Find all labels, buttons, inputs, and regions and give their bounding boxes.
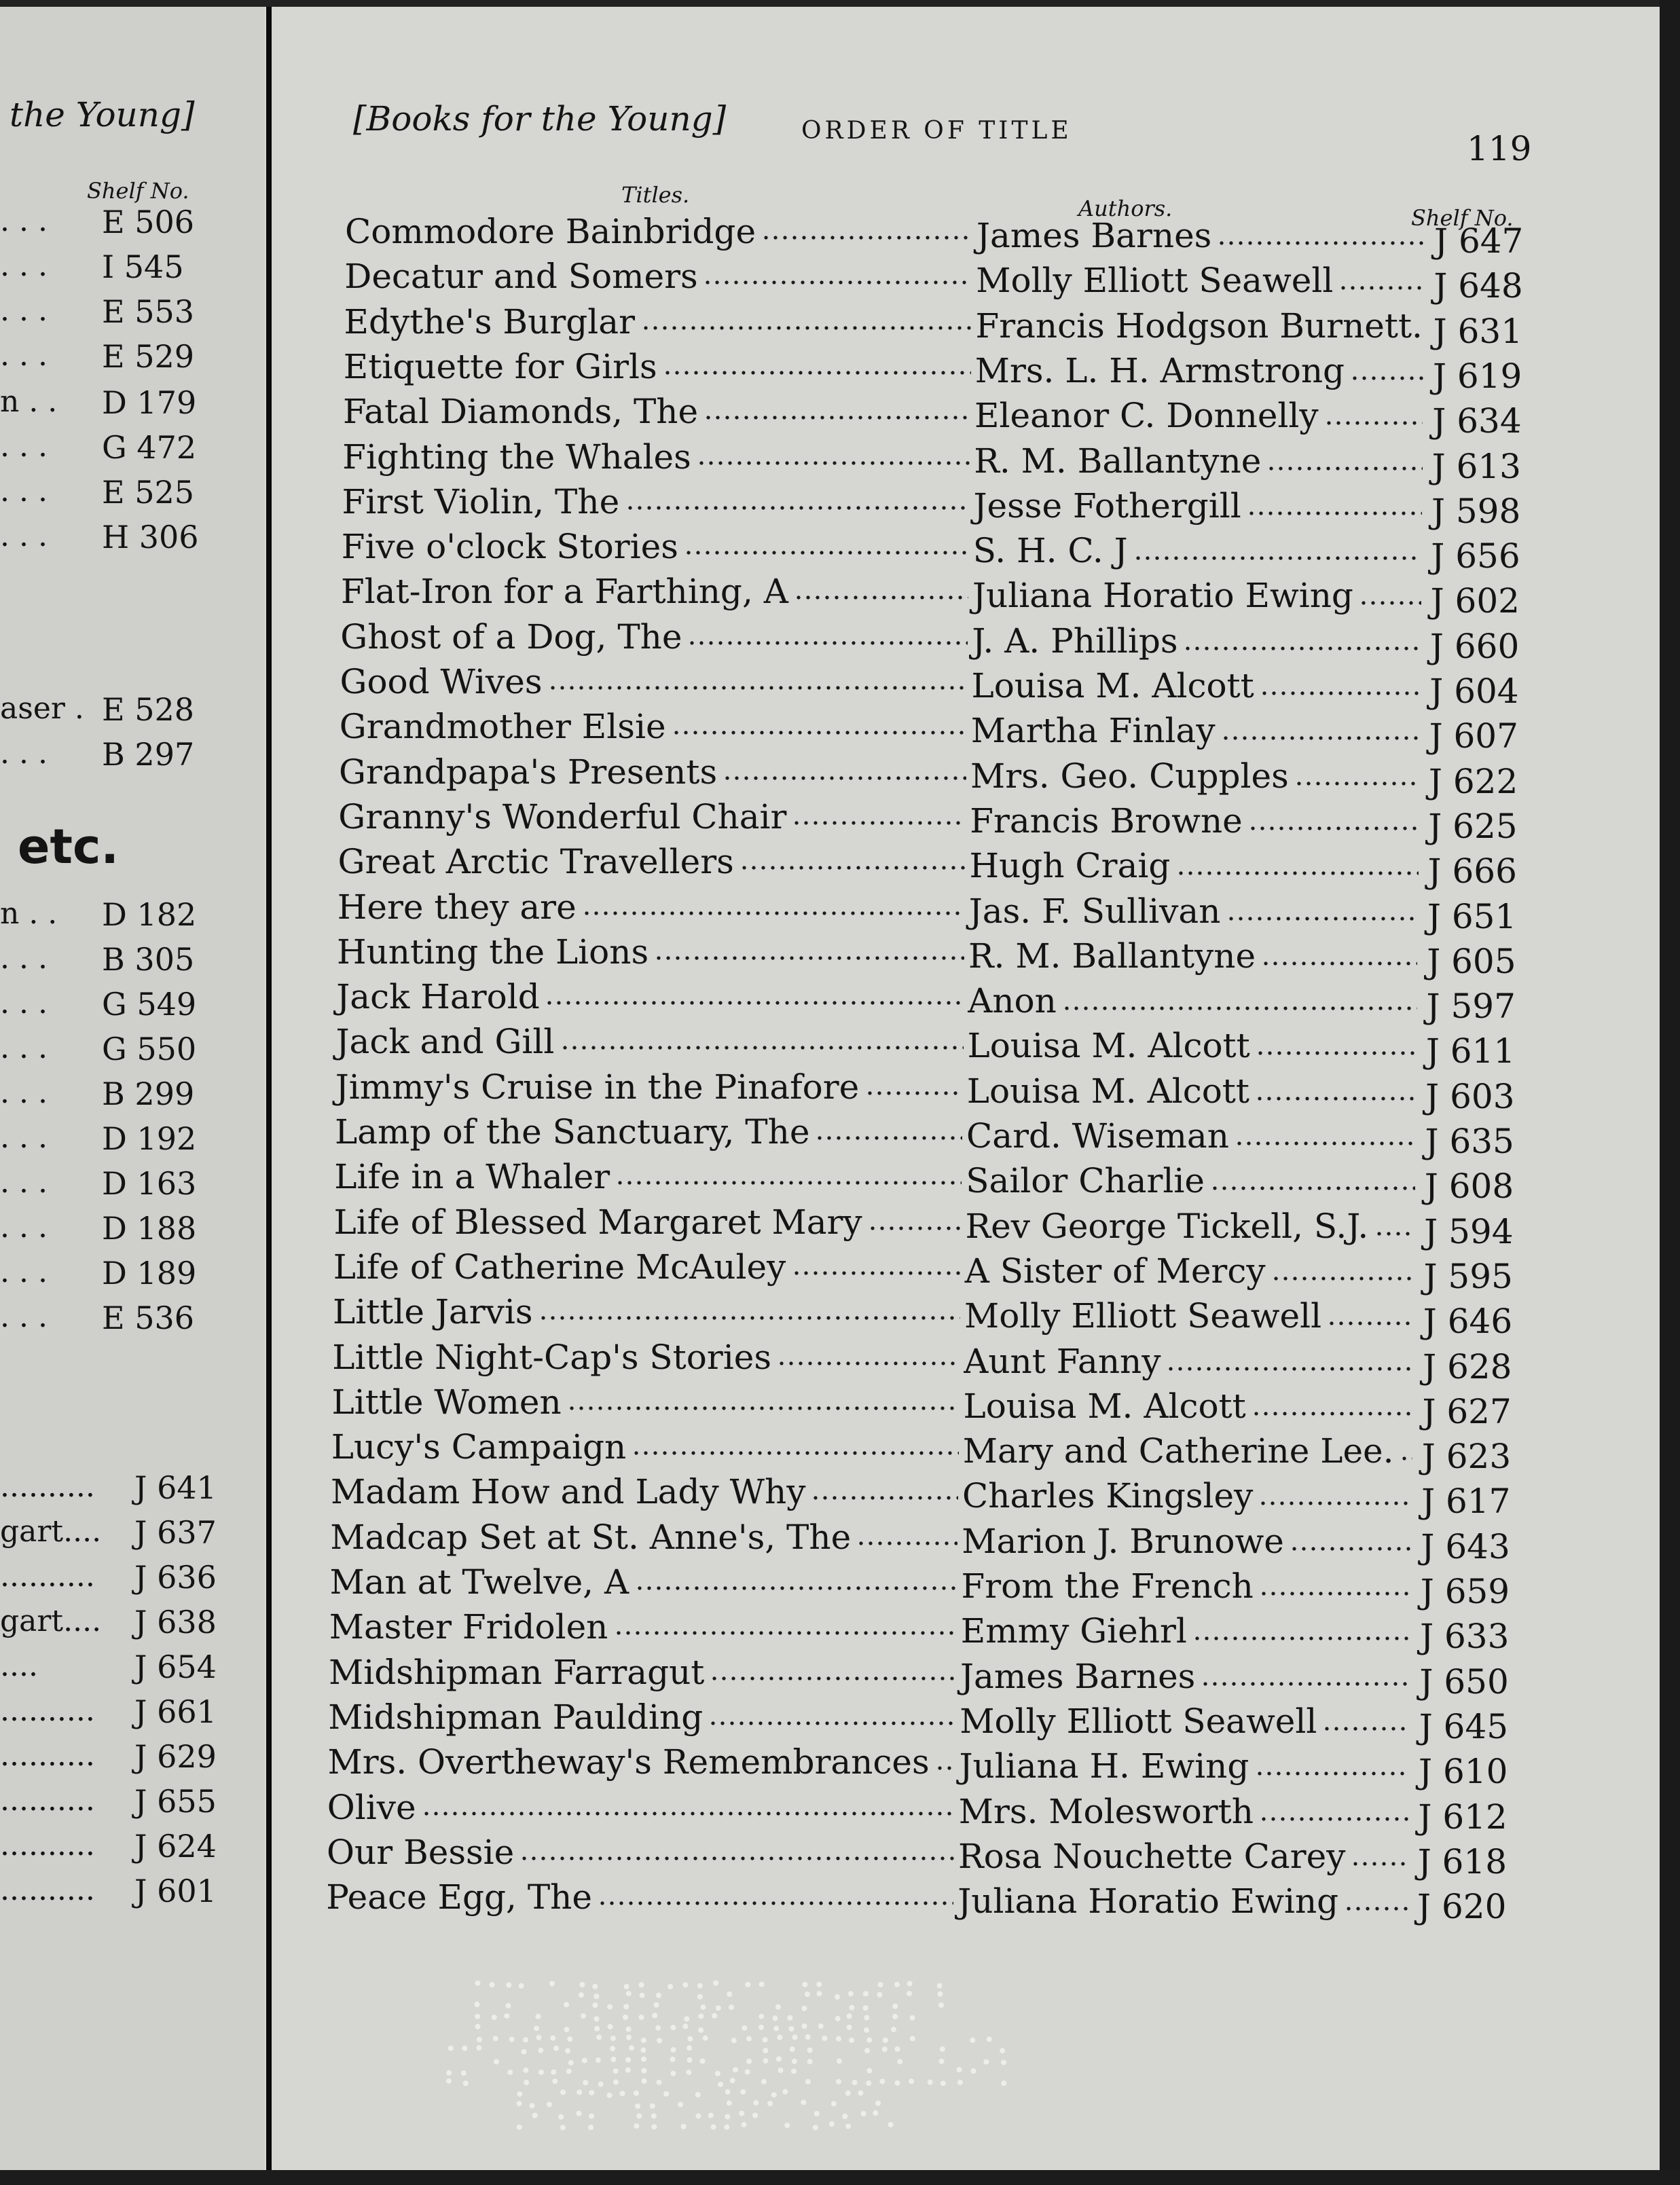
book-author: Hugh Craig — [969, 846, 1171, 886]
catalog-entry — [0, 301, 1680, 351]
catalog-entry — [0, 392, 1680, 441]
book-title: Granny's Wonderful Chair — [338, 796, 787, 837]
shelf-number: J 620 — [1417, 1887, 1507, 1927]
shelf-column-header: Shelf No. — [1411, 205, 1514, 231]
dot-leader — [868, 1223, 962, 1234]
dot-leader — [1266, 463, 1423, 474]
dot-leader — [865, 1088, 963, 1099]
dot-leader — [1247, 508, 1422, 519]
shelf-number: J 595 — [1423, 1256, 1513, 1296]
shelf-number: J 660 — [1429, 626, 1520, 666]
book-title: Little Jarvis — [333, 1292, 533, 1332]
left-row-leader: .......... — [0, 1828, 95, 1862]
dot-leader — [1338, 282, 1424, 293]
dot-leader — [792, 1268, 961, 1279]
left-row-leader: n . . — [0, 384, 58, 419]
book-author: Mrs. Molesworth — [958, 1791, 1254, 1831]
book-title: Edythe's Burglar — [344, 301, 635, 342]
right-running-head: [Books for the Young] — [353, 99, 727, 139]
catalog-entry — [0, 1427, 1680, 1477]
shelf-number: J 611 — [1425, 1031, 1516, 1071]
book-title: Madcap Set at St. Anne's, The — [330, 1517, 852, 1557]
book-title: Little Night-Cap's Stories — [332, 1337, 772, 1377]
left-row-leader: .......... — [0, 1693, 95, 1728]
left-shelf-number: J 661 — [134, 1693, 217, 1730]
book-title: Lamp of the Sanctuary, The — [335, 1112, 810, 1152]
left-shelf-number: D 188 — [102, 1210, 197, 1247]
left-row-leader: . . . — [0, 249, 48, 283]
catalog-entry — [0, 1697, 1680, 1746]
dot-leader — [1258, 1498, 1412, 1509]
shelf-number: J 607 — [1429, 716, 1518, 756]
dot-leader — [792, 818, 966, 828]
dot-leader — [704, 412, 970, 423]
book-author: Mrs. Geo. Cupples — [970, 756, 1289, 796]
dot-leader — [684, 547, 969, 558]
shelf-number: J 666 — [1427, 851, 1517, 892]
dot-leader — [761, 232, 972, 243]
catalog-entry — [0, 932, 1680, 981]
left-row-leader: .... — [0, 1649, 38, 1683]
dot-leader — [1255, 1768, 1409, 1779]
left-shelf-number: J 654 — [134, 1649, 217, 1685]
book-title: Master Fridolen — [329, 1607, 608, 1647]
dot-leader — [1259, 1588, 1411, 1599]
book-author: James Barnes — [960, 1656, 1196, 1696]
book-author: Juliana H. Ewing — [959, 1746, 1249, 1786]
scan-edge-bottom — [0, 2170, 1680, 2185]
left-shelf-number: E 506 — [102, 204, 195, 240]
book-author: James Barnes — [976, 216, 1212, 255]
dot-leader — [1235, 1138, 1416, 1149]
left-shelf-number: E 528 — [102, 691, 195, 728]
catalog-entry — [0, 1067, 1680, 1116]
book-author: Jas. F. Sullivan — [968, 891, 1221, 931]
shelf-number: J 608 — [1424, 1167, 1514, 1207]
catalog-entry — [0, 1742, 1680, 1792]
book-author: Louisa M. Alcott — [963, 1386, 1246, 1426]
catalog-entry — [0, 481, 1680, 531]
dot-leader — [560, 1042, 964, 1053]
catalog-entry — [0, 1517, 1680, 1566]
book-author: S. H. C. J — [972, 531, 1128, 571]
catalog-entry — [0, 527, 1680, 576]
book-title: Jimmy's Cruise in the Pinafore — [335, 1067, 860, 1107]
book-author: Juliana Horatio Ewing — [957, 1881, 1339, 1922]
catalog-entry — [0, 752, 1680, 801]
dot-leader — [1327, 1318, 1414, 1329]
dot-leader — [1324, 418, 1423, 428]
catalog-entry — [0, 1247, 1680, 1296]
shelf-number: J 603 — [1425, 1076, 1515, 1116]
left-shelf-number: J 624 — [134, 1828, 217, 1865]
book-author: Emmy Giehrl — [960, 1611, 1187, 1651]
dot-leader — [1400, 1453, 1412, 1464]
dot-leader — [672, 727, 967, 738]
shelf-number: J 646 — [1423, 1302, 1513, 1342]
shelf-number: J 647 — [1434, 221, 1524, 261]
left-shelf-number: G 472 — [102, 429, 197, 466]
left-shelf-number: H 306 — [102, 519, 199, 555]
dot-leader — [422, 1808, 955, 1819]
left-row-leader: .......... — [0, 1783, 95, 1818]
catalog-entry — [0, 437, 1680, 486]
left-section-heading: etc. — [18, 819, 120, 875]
book-author: Sailor Charlie — [966, 1161, 1205, 1201]
left-row-leader: . . . — [0, 1120, 48, 1155]
book-title: Fatal Diamonds, The — [343, 392, 699, 432]
book-author: Jesse Fothergill — [973, 485, 1241, 526]
book-title: Etiquette for Girls — [343, 346, 657, 386]
book-title: Flat-Iron for a Farthing, A — [341, 572, 788, 612]
book-title: Ghost of a Dog, The — [340, 617, 682, 657]
authors-column-header: Authors. — [1078, 196, 1173, 221]
book-title: Decatur and Somers — [344, 257, 698, 297]
left-shelf-number: E 536 — [102, 1300, 195, 1336]
left-shelf-number: J 655 — [134, 1783, 217, 1820]
section-title: ORDER OF TITLE — [801, 117, 1072, 145]
left-shelf-number: G 550 — [102, 1031, 197, 1067]
dot-leader — [1255, 1093, 1416, 1104]
dot-leader — [1271, 1273, 1414, 1284]
dot-leader — [663, 367, 971, 378]
left-shelf-number: J 638 — [134, 1604, 217, 1640]
book-author: J. A. Phillips — [972, 621, 1178, 661]
shelf-number: J 643 — [1421, 1526, 1510, 1566]
left-shelf-number: B 299 — [102, 1076, 195, 1112]
book-title: Lucy's Campaign — [331, 1427, 627, 1467]
shelf-number: J 631 — [1433, 311, 1523, 351]
left-shelf-number: J 637 — [134, 1514, 217, 1551]
dot-leader — [1322, 1723, 1410, 1734]
book-title: Grandmother Elsie — [339, 707, 666, 747]
book-title: Life of Blessed Margaret Mary — [333, 1202, 862, 1242]
dot-leader — [739, 862, 966, 873]
dot-leader — [1374, 1228, 1414, 1239]
dot-leader — [1259, 1814, 1408, 1824]
book-author: Martha Finlay — [970, 711, 1216, 751]
left-shelf-number: D 182 — [102, 896, 197, 933]
left-shelf-number: B 305 — [102, 941, 195, 978]
left-shelf-number: D 189 — [102, 1255, 197, 1291]
left-row-leader: .......... — [0, 1873, 95, 1907]
book-author: Anon — [968, 981, 1057, 1021]
left-shelf-number: I 545 — [102, 249, 184, 285]
shelf-number: J 622 — [1428, 761, 1518, 801]
scan-edge-top — [0, 0, 1680, 7]
book-title: Life in a Whaler — [334, 1157, 610, 1197]
book-author: Molly Elliott Seawell — [964, 1296, 1322, 1336]
dot-leader — [1133, 553, 1421, 564]
shelf-number: J 598 — [1431, 491, 1521, 531]
dot-leader — [697, 458, 970, 469]
book-author: Molly Elliott Seawell — [976, 261, 1334, 301]
catalog-entry — [0, 842, 1680, 892]
shelf-number: J 619 — [1432, 356, 1522, 396]
book-title: Man at Twelve, A — [329, 1562, 629, 1602]
left-row-leader: . . . — [0, 941, 48, 976]
left-row-leader: . . . — [0, 1031, 48, 1065]
dot-leader — [1201, 1678, 1410, 1689]
shelf-number: J 604 — [1429, 672, 1519, 711]
left-shelf-number: D 163 — [102, 1165, 197, 1202]
dot-leader — [519, 1853, 954, 1864]
dot-leader — [1294, 778, 1419, 789]
shelf-number: J 623 — [1421, 1437, 1512, 1477]
dot-leader — [1248, 823, 1419, 834]
page-number: 119 — [1467, 129, 1532, 168]
shelf-number: J 628 — [1423, 1346, 1512, 1387]
book-author: Rosa Nouchette Carey — [958, 1836, 1346, 1876]
shelf-number: J 594 — [1424, 1211, 1514, 1251]
dot-leader — [632, 1448, 959, 1458]
left-row-leader: . . . — [0, 1165, 48, 1200]
left-row-leader: gart.... — [0, 1514, 102, 1549]
book-title: Hunting the Lions — [337, 932, 649, 972]
dot-leader — [1359, 598, 1421, 608]
dot-leader — [1290, 1543, 1411, 1554]
left-shelf-number: J 601 — [134, 1873, 217, 1909]
dot-leader — [625, 502, 970, 513]
dot-leader — [545, 997, 964, 1008]
dot-leader — [548, 682, 968, 693]
book-title: First Violin, The — [342, 481, 620, 521]
left-shelf-number: D 179 — [102, 384, 197, 421]
left-row-leader: gart.... — [0, 1604, 102, 1638]
shelf-number: J 597 — [1426, 987, 1516, 1027]
book-title: Good Wives — [340, 662, 543, 701]
shelf-number: J 627 — [1422, 1391, 1512, 1431]
dot-leader — [614, 1628, 957, 1638]
dot-leader — [582, 908, 965, 919]
left-shelf-number: J 641 — [134, 1469, 217, 1506]
left-row-leader: . . . — [0, 474, 48, 509]
dot-leader — [935, 1763, 955, 1774]
shelf-number: J 602 — [1430, 581, 1520, 621]
book-author: Marion J. Brunowe — [962, 1521, 1284, 1561]
shelf-number: J 659 — [1420, 1572, 1510, 1611]
shelf-number: J 625 — [1428, 806, 1518, 846]
perforated-library-stamp — [435, 1956, 1046, 2159]
catalog-entry — [0, 1652, 1680, 1702]
book-title: Mrs. Overtheway's Remembrances — [327, 1742, 930, 1782]
catalog-entry — [0, 1157, 1680, 1207]
shelf-number: J 633 — [1420, 1617, 1510, 1657]
dot-leader — [1344, 1903, 1408, 1914]
dot-leader — [1260, 688, 1420, 699]
left-row-leader: . . . — [0, 429, 48, 464]
left-row-leader: .......... — [0, 1469, 95, 1504]
left-row-leader: . . . — [0, 338, 48, 373]
catalog-entry — [0, 1607, 1680, 1657]
dot-leader — [811, 1492, 958, 1503]
dot-leader — [654, 953, 964, 963]
left-row-leader: .......... — [0, 1738, 95, 1773]
book-title: Midshipman Farragut — [329, 1652, 705, 1692]
left-row-leader: . . . — [0, 1210, 48, 1245]
dot-leader — [1183, 643, 1421, 654]
book-author: Francis Browne — [970, 801, 1243, 841]
catalog-entry — [0, 1832, 1680, 1881]
left-shelf-number: E 553 — [102, 293, 195, 330]
dot-leader — [777, 1358, 960, 1369]
dot-leader — [710, 1673, 956, 1684]
catalog-entry — [0, 1562, 1680, 1611]
book-title: Here they are — [337, 887, 577, 927]
book-title: Midshipman Paulding — [328, 1697, 704, 1737]
dot-leader — [1166, 1363, 1413, 1374]
dot-leader — [1217, 238, 1425, 249]
book-title: Our Bessie — [327, 1832, 515, 1872]
catalog-entry — [0, 617, 1680, 666]
dot-leader — [794, 592, 968, 603]
catalog-entry — [0, 796, 1680, 846]
dot-leader — [708, 1718, 955, 1729]
book-author: Louisa M. Alcott — [971, 666, 1254, 705]
dot-leader — [1261, 958, 1417, 969]
dot-leader — [856, 1538, 957, 1549]
shelf-number: J 613 — [1431, 446, 1521, 486]
catalog-entry — [0, 1337, 1680, 1387]
left-row-leader: . . . — [0, 519, 48, 553]
book-author: Aunt Fanny — [964, 1341, 1161, 1381]
dot-leader — [1221, 733, 1420, 743]
book-author: From the French — [961, 1566, 1254, 1606]
left-row-leader: . . . — [0, 1255, 48, 1289]
left-shelf-number: J 636 — [134, 1559, 217, 1596]
shelf-number: J 605 — [1427, 941, 1516, 981]
book-title: Jack Harold — [336, 977, 540, 1017]
catalog-entry — [0, 1112, 1680, 1161]
shelf-number: J 634 — [1432, 401, 1522, 441]
catalog-entry — [0, 346, 1680, 396]
book-title: Commodore Bainbridge — [345, 212, 756, 251]
book-author: Rev George Tickell, S.J. — [965, 1206, 1369, 1246]
left-shelf-number: J 629 — [134, 1738, 217, 1775]
shelf-number: J 617 — [1421, 1482, 1511, 1522]
dot-leader — [538, 1312, 960, 1323]
book-author: Charles Kingsley — [962, 1476, 1254, 1516]
left-row-leader: .......... — [0, 1559, 95, 1594]
catalog-entry — [0, 1292, 1680, 1342]
dot-leader — [635, 1583, 957, 1594]
left-shelf-number: D 192 — [102, 1120, 197, 1157]
left-row-leader: . . . — [0, 736, 48, 771]
left-row-leader: . . . — [0, 293, 48, 328]
dot-leader — [641, 323, 972, 333]
book-author: Card. Wiseman — [966, 1116, 1229, 1156]
dot-leader — [1252, 1408, 1412, 1419]
dot-leader — [1176, 868, 1419, 879]
shelf-number: J 612 — [1418, 1797, 1508, 1837]
left-row-leader: . . . — [0, 1076, 48, 1110]
shelf-number: J 618 — [1417, 1841, 1508, 1881]
book-author: Juliana Horatio Ewing — [972, 576, 1353, 616]
catalog-entry — [0, 977, 1680, 1027]
catalog-entry — [0, 257, 1680, 306]
left-row-leader: aser . — [0, 691, 84, 726]
book-title: Grandpapa's Presents — [339, 752, 718, 792]
dot-leader — [1226, 913, 1418, 924]
book-author: Eleanor C. Donnelly — [974, 396, 1319, 436]
catalog-entry — [0, 572, 1680, 621]
book-author: Louisa M. Alcott — [966, 1071, 1249, 1111]
book-title: Life of Catherine McAuley — [333, 1247, 786, 1287]
left-shelf-number: B 297 — [102, 736, 195, 773]
book-title: Little Women — [331, 1382, 562, 1422]
left-shelf-number: E 529 — [102, 338, 195, 375]
shelf-number: J 610 — [1419, 1752, 1508, 1792]
book-author: R. M. Ballantyne — [968, 936, 1256, 976]
left-shelf-number: E 525 — [102, 474, 195, 511]
book-title: Madam How and Lady Why — [331, 1472, 806, 1512]
catalog-entry — [0, 212, 1680, 261]
scan-edge-right — [1660, 0, 1680, 2185]
shelf-number: J 645 — [1419, 1706, 1509, 1746]
catalog-entry — [0, 1877, 1680, 1927]
catalog-entry — [0, 1022, 1680, 1071]
catalog-entry — [0, 1382, 1680, 1431]
dot-leader — [703, 277, 972, 288]
shelf-number: J 635 — [1425, 1122, 1514, 1161]
dot-leader — [1192, 1633, 1410, 1644]
dot-leader — [1256, 1048, 1417, 1059]
left-row-leader: n . . — [0, 896, 58, 931]
book-author: A Sister of Mercy — [964, 1251, 1266, 1291]
catalog-entry — [0, 1787, 1680, 1837]
book-title: Jack and Gill — [335, 1022, 555, 1062]
catalog-entry — [0, 1472, 1680, 1522]
book-author: R. M. Ballantyne — [974, 441, 1262, 481]
book-title: Fighting the Whales — [342, 437, 691, 477]
left-row-leader: . . . — [0, 986, 48, 1021]
left-shelf-header: Shelf No. — [87, 178, 189, 204]
left-running-head: the Young] — [10, 95, 195, 134]
dot-leader — [1062, 1003, 1417, 1014]
shelf-number: J 656 — [1431, 536, 1520, 576]
book-title: Great Arctic Travellers — [337, 842, 734, 882]
book-author: Francis Hodgson Burnett. — [975, 306, 1423, 346]
shelf-number: J 648 — [1434, 266, 1523, 306]
catalog-entry — [0, 887, 1680, 936]
left-shelf-number: G 549 — [102, 986, 197, 1023]
dot-leader — [567, 1403, 960, 1414]
left-row-leader: . . . — [0, 1300, 48, 1334]
catalog-entry — [0, 1202, 1680, 1251]
shelf-number: J 650 — [1419, 1661, 1509, 1702]
left-row-leader: . . . — [0, 204, 48, 238]
dot-leader — [598, 1898, 953, 1909]
dot-leader — [615, 1177, 962, 1188]
shelf-number: J 651 — [1427, 896, 1517, 936]
dot-leader — [687, 638, 968, 648]
book-author: Molly Elliott Seawell — [960, 1701, 1317, 1741]
book-author: Louisa M. Alcott — [967, 1026, 1250, 1066]
book-title: Peace Egg, The — [326, 1877, 592, 1917]
book-title: Olive — [327, 1787, 416, 1827]
dot-leader — [815, 1133, 962, 1143]
dot-leader — [1350, 373, 1423, 384]
book-title: Five o'clock Stories — [341, 527, 678, 567]
book-author: Mrs. L. H. Armstrong — [974, 350, 1345, 390]
dot-leader — [1210, 1183, 1415, 1194]
book-author: Mary and Catherine Lee. — [962, 1431, 1394, 1471]
dot-leader — [723, 773, 966, 784]
dot-leader — [1351, 1858, 1408, 1869]
titles-column-header: Titles. — [621, 182, 690, 208]
